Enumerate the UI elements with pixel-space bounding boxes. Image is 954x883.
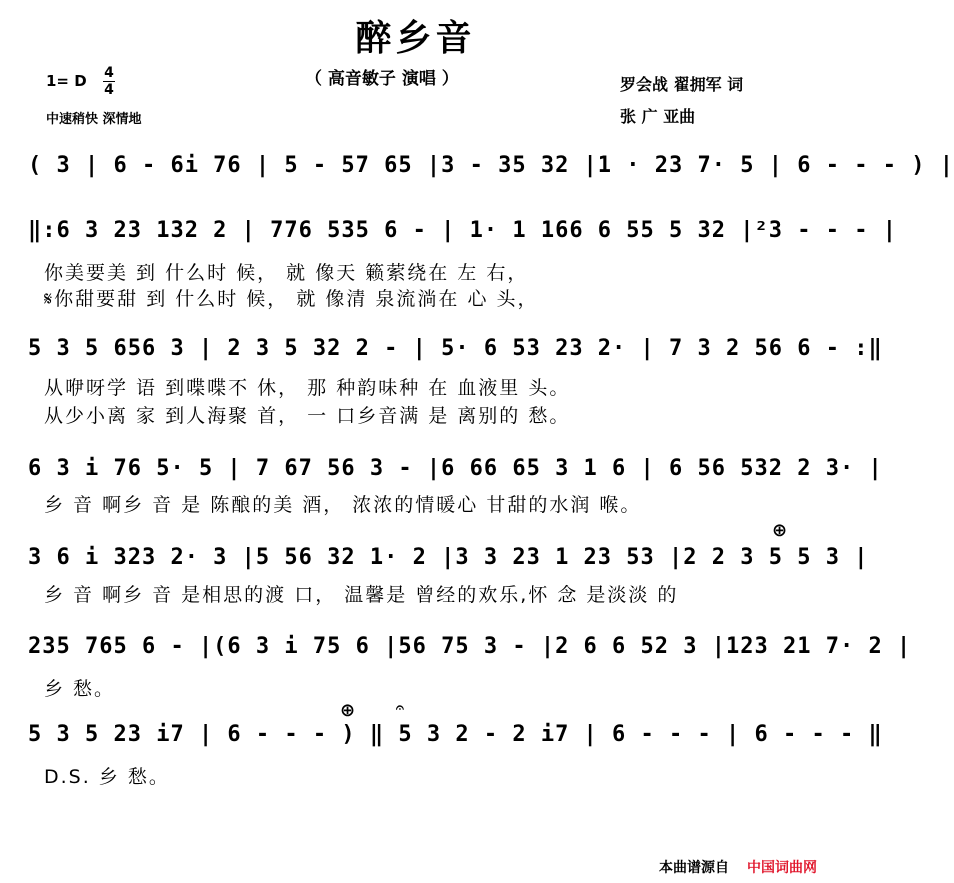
time-signature <box>103 66 115 97</box>
time-denominator: 4 <box>104 82 114 98</box>
lyric-row-3-verse-1: 从咿呀学 语 到喋喋不 休， 那 种韵味种 在 血液里 头。 <box>44 377 571 399</box>
lyric-row-7: D.S. 乡 愁。 <box>44 766 170 788</box>
notation-row-6: 235 765 6 - |(6 3 i 75 6 |56 75 3 - |2 6 6 52 3 |123 21 7· 2 | <box>28 634 912 659</box>
time-numerator: 4 <box>104 65 114 81</box>
notation-row-7: 5 3 5 23 i7 | 6 - - - ) ‖ 5 3 2 - 2 i7 | 6 - - - | 6 - - - ‖ <box>28 722 883 747</box>
lyric-row-5: 乡 音 啊乡 音 是相思的渡 口， 温馨是 曾经的欢乐,怀 念 是淡淡 的 <box>44 584 679 606</box>
lyric-row-6: 乡 愁。 <box>44 678 116 700</box>
coda-symbol-icon: ⊕ <box>772 520 788 541</box>
lyric-row-4: 乡 音 啊乡 音 是 陈酿的美 酒， 浓浓的情暖心 甘甜的水润 喉。 <box>44 494 642 516</box>
lyric-row-2-verse-1: 你美要美 到 什么时 候， 就 像天 籁萦绕在 左 右， <box>44 262 529 284</box>
notation-row-1: ( 3 | 6 - 6i 76 | 5 - 57 65 |3 - 35 32 |1 · 23 7· 5 | 6 - - - ) | <box>28 153 954 178</box>
notation-row-2: ‖:6 3 23 132 2 | 776 535 6 - | 1· 1 166 6 55 5 32 |²3 - - - | <box>28 218 897 243</box>
fermata-icon: 𝄐 <box>396 700 404 716</box>
tempo-marking: 中速稍快 深情地 <box>46 112 142 127</box>
notation-row-4: 6 3 i 76 5· 5 | 7 67 56 3 - |6 66 65 3 1 6 | 6 56 532 2 3· | <box>28 456 883 481</box>
source-site-link[interactable]: 中国词曲网 <box>747 860 817 876</box>
lyric-row-3-verse-2: 从少小离 家 到人海聚 首， 一 口乡音满 是 离别的 愁。 <box>44 405 571 427</box>
coda-symbol-icon: ⊕ <box>340 700 356 721</box>
notation-row-3: 5 3 5 656 3 | 2 3 5 32 2 - | 5· 6 53 23 2· | 7 3 2 56 6 - :‖ <box>28 336 883 361</box>
key-signature: 1= D <box>46 72 87 90</box>
lyricist-credit: 罗会战 翟拥军 词 <box>620 75 744 94</box>
score-title: 醉乡音 <box>355 18 476 59</box>
notation-row-5: 3 6 i 323 2· 3 |5 56 32 1· 2 |3 3 23 1 23 53 |2 2 3 5 5 3 | <box>28 545 869 570</box>
source-label: 本曲谱源自 <box>659 860 729 876</box>
source-footer <box>659 857 817 877</box>
composer-credit: 张 广 亚曲 <box>620 107 696 126</box>
performer-subtitle: （ 高音敏子 演唱 ） <box>305 69 459 89</box>
lyric-row-2-verse-2: 𝄋你甜要甜 到 什么时 候， 就 像清 泉流淌在 心 头， <box>44 288 539 310</box>
